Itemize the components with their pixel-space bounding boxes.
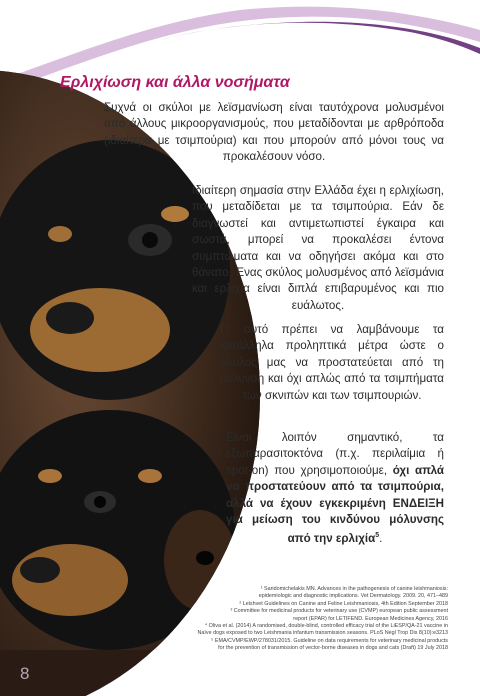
- reference-line: Naïve dogs exposed to two Leishmania infantum transmission seasons. PLoS Negl Trop Dis 8(10):e3213: [197, 630, 448, 637]
- conclusion-text: Είναι λοιπόν σημαντικό, τα εξωπαρασιτοκτόνα (π.χ. περιλαίμια ή spot-on) που χρησιμοποιούμε,: [226, 431, 444, 477]
- paragraph-conclusion: [226, 430, 444, 548]
- conclusion-end: .: [379, 532, 383, 546]
- reference-line: report (EPAR) for LETIFEND. European Medicines Agency, 2016: [293, 615, 448, 622]
- reference-line: epidemiologic and diagnostic implications. Vet Dermatology. 2009. 20, 471–489: [258, 593, 448, 600]
- page-number: 8: [20, 664, 30, 683]
- references-list: [100, 586, 448, 653]
- reference-line: for the prevention of transmission of vector-borne diseases in dogs and cats (Draft) 19 July 2018: [218, 645, 448, 652]
- paragraph-ehrlichiosis: Ιδιαίτερη σημασία στην Ελλάδα έχει η ερλιχίωση, που μεταδίδεται με τα τσιμπούρια. Εάν δε διαγνωστεί και αντιμετωπιστεί έγκαιρα και σωστά, μπορεί να προκαλέσει έντονα συμπτώματα και να οδηγήσει ακόμα και στο θάνατο. Ένας σκύλος μολυσμένος από λεϊσμάνια και ερλιχία είναι διπλά επιβαρυμένος και πιο ευάλωτος.: [192, 184, 444, 312]
- reference-line: ³ Committee for medicinal products for veterinary use (CVMP) european public assessment: [230, 608, 448, 615]
- reference-line: ⁴ Oliva et al. (2014) A randomised, double-blind, controlled efficacy trial of the LiESP/QA-21 vaccine in: [204, 623, 448, 630]
- paragraph-prevention: Γι' αυτό πρέπει να λαμβάνουμε τα κατάλληλα προληπτικά μέτρα ώστε ο σκύλος μας να προστατεύεται από τη μόλυνση και όχι απλώς από τα τσιμπήματα των σκνιπών και των τσιμπουριών.: [220, 323, 444, 402]
- page-title: Ερλιχίωση και άλλα νοσήματα: [60, 74, 290, 91]
- conclusion-emphasis: όχι απλά να προστατεύουν από τα τσιμπούρια, αλλά να έχουν εγκεκριμένη ΕΝΔΕΙΞΗ για μείωση του κινδύνου μόλυνσης από την ερλιχία: [226, 463, 444, 546]
- reference-line: ¹ Saridomichelakis MN. Advances in the pathogenesis of canine leishmaniosis:: [260, 586, 448, 592]
- reference-line: ⁵ EMA/CVMP/EWP/278031/2015. Guideline on data requirements for veterinary medicinal products: [211, 637, 448, 644]
- paragraph-intro: Συχνά οι σκύλοι με λεϊσμανίωση είναι ταυτόχρονα μολυσμένοι από άλλους μικροοργανισμούς, που μεταδίδονται με αρθρόποδα (ιδιαίτερα με τσιμπούρια) και που μπορούν από μόνοι τους να προκαλέσουν νόσο.: [104, 101, 444, 164]
- reference-line: ² Leishvet Guidelines on Canine and Feline Leishmaniosis, 4th Edition September 2018: [239, 600, 448, 607]
- footnote-marker: 5: [375, 532, 380, 540]
